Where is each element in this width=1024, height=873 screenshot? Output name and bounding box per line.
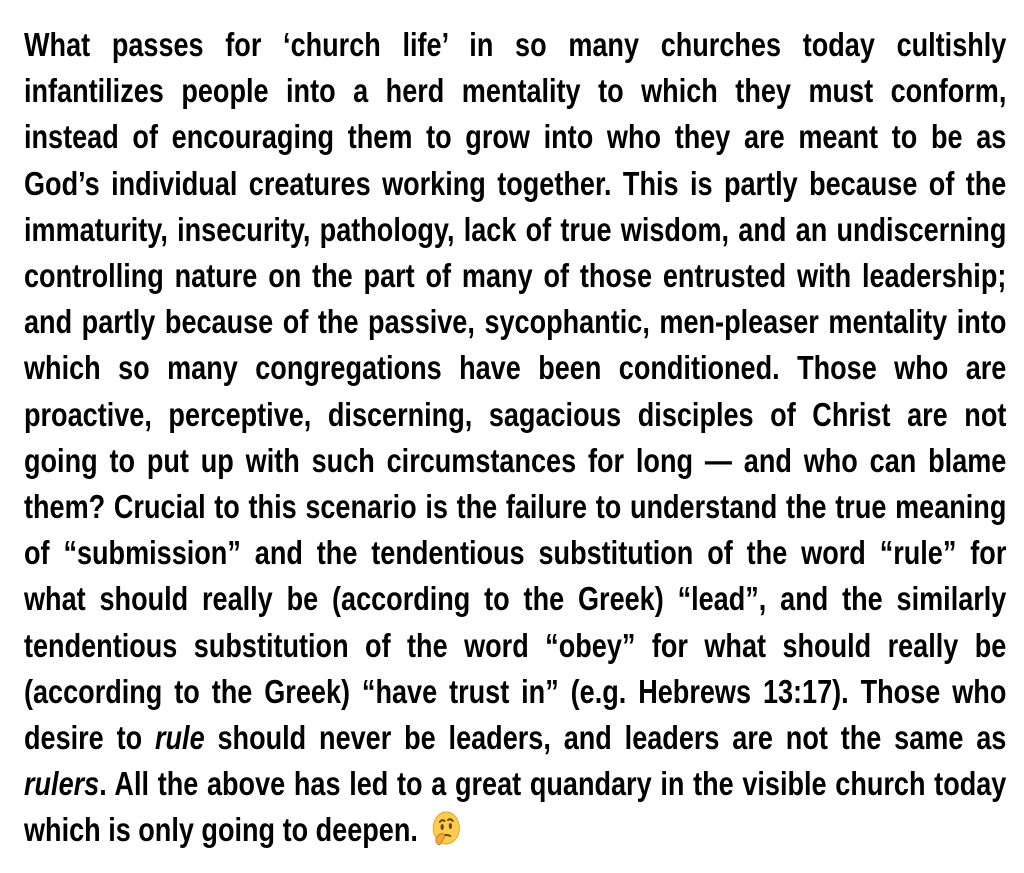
emphasis-rule: rule [154,719,205,757]
text-segment-1: What passes for ‘church life’ in so many churches today cultishly infantilizes people into a herd mentality to which they must conform, instead of encouraging them to grow into who they are meant to be as God’s individual creatures working together. This is partly because of the immaturity, insecurity, pathology, lack of true wisdom, and an undiscerning controlling nature on the part of many of those entrusted with leadership; and partly because of the passive, sycophantic, men-pleaser mentality into which so many congregations have been conditioned. Those who are proactive, perceptive, discerning, sagacious disciples of Christ are not going to put up with such circumstances for long — and who can blame them? Crucial to this scenario is the failure to understand the true meaning of “submission” and the tendentious substitution of the word “rule” for what should really be (according to the Greek) “lead”, and the similarly tendentious substitution of the word “obey” for what should really be (according to the Greek) “have trust in” (e.g. Hebrews 13:17). Those who desire to [24,26,1007,757]
post-text [24,22,1006,854]
text-segment-3: . All the above has led to a great quandary in the visible church today which is only going to deepen. [24,765,1007,849]
thinking-face-icon [430,810,461,848]
text-segment-2: should never be leaders, and leaders are not the same as [204,719,1007,757]
emphasis-rulers: rulers [24,765,100,803]
